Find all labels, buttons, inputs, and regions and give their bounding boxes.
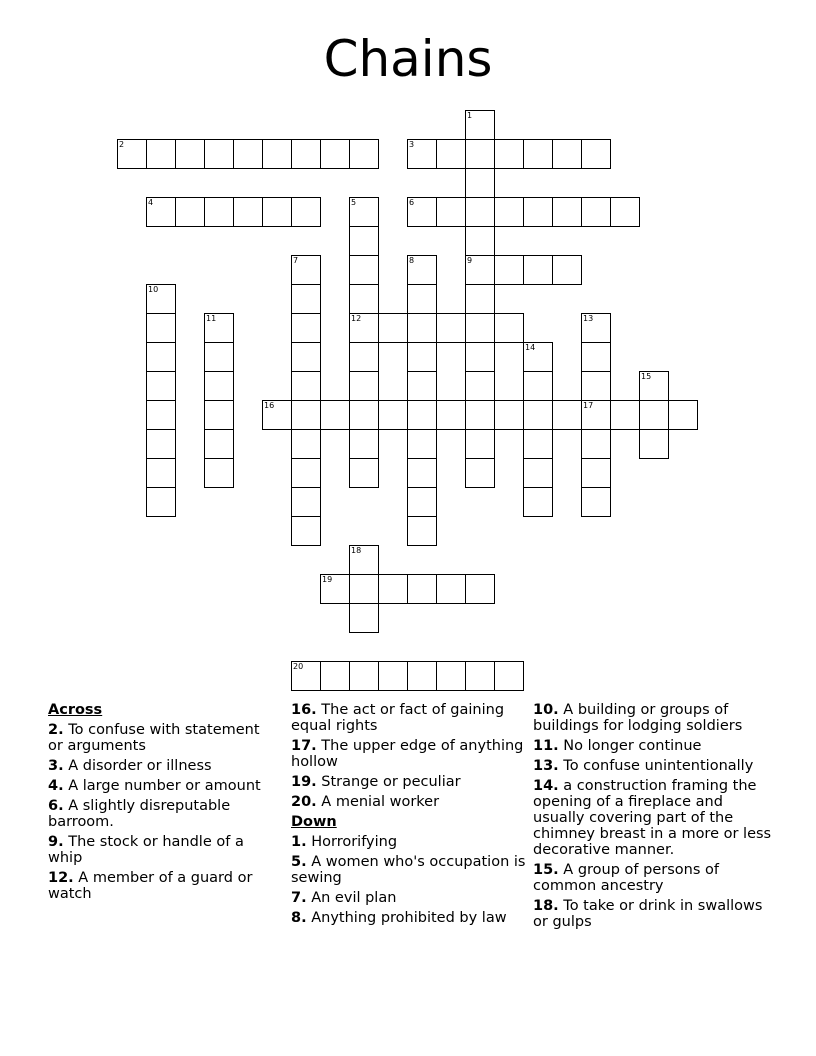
grid-cell[interactable] (146, 313, 176, 343)
grid-cell[interactable] (407, 400, 437, 430)
grid-cell[interactable] (146, 429, 176, 459)
clue-down-7: 7. An evil plan (291, 890, 397, 906)
grid-cell[interactable] (407, 458, 437, 488)
grid-cell[interactable] (465, 371, 495, 401)
grid-cell[interactable] (407, 487, 437, 517)
clue-across-9: 9. The stock or handle of a whip (48, 834, 244, 866)
grid-cell[interactable] (639, 400, 669, 430)
cell-number: 15 (641, 372, 652, 381)
grid-cell[interactable] (291, 458, 321, 488)
grid-cell[interactable] (204, 139, 234, 169)
grid-cell[interactable] (349, 458, 379, 488)
grid-cell[interactable] (581, 371, 611, 401)
grid-cell[interactable] (146, 400, 176, 430)
cell-number: 12 (351, 314, 362, 323)
grid-cell[interactable] (465, 574, 495, 604)
grid-cell[interactable] (523, 458, 553, 488)
cell-number: 14 (525, 343, 536, 352)
cell-number: 5 (351, 198, 357, 207)
grid-cell[interactable] (494, 255, 524, 285)
grid-cell[interactable] (465, 139, 495, 169)
grid-cell[interactable] (465, 429, 495, 459)
grid-cell[interactable] (233, 139, 263, 169)
grid-cell[interactable] (146, 197, 176, 227)
grid-cell[interactable] (465, 284, 495, 314)
clue-across-6: 6. A slightly disreputable barroom. (48, 798, 231, 830)
grid-cell[interactable] (465, 110, 495, 140)
cell-number: 11 (206, 314, 217, 323)
grid-cell[interactable] (291, 342, 321, 372)
clue-down-8: 8. Anything prohibited by law (291, 910, 507, 926)
grid-cell[interactable] (204, 371, 234, 401)
grid-cell[interactable] (349, 255, 379, 285)
grid-cell[interactable] (146, 139, 176, 169)
grid-cell[interactable] (349, 371, 379, 401)
cell-number: 6 (409, 198, 415, 207)
grid-cell[interactable] (465, 458, 495, 488)
grid-cell[interactable] (552, 197, 582, 227)
grid-cell[interactable] (552, 139, 582, 169)
grid-cell[interactable] (349, 226, 379, 256)
grid-cell[interactable] (204, 458, 234, 488)
grid-cell[interactable] (581, 197, 611, 227)
grid-cell[interactable] (668, 400, 698, 430)
grid-cell[interactable] (523, 371, 553, 401)
grid-cell[interactable] (291, 139, 321, 169)
grid-cell[interactable] (349, 603, 379, 633)
grid-cell[interactable] (407, 574, 437, 604)
cell-number: 2 (119, 140, 125, 149)
grid-cell[interactable] (349, 342, 379, 372)
grid-cell[interactable] (523, 429, 553, 459)
grid-cell[interactable] (146, 342, 176, 372)
grid-cell[interactable] (291, 197, 321, 227)
grid-cell[interactable] (465, 400, 495, 430)
grid-cell[interactable] (581, 400, 611, 430)
grid-cell[interactable] (291, 661, 321, 691)
grid-cell[interactable] (407, 139, 437, 169)
grid-cell[interactable] (407, 342, 437, 372)
grid-cell[interactable] (465, 197, 495, 227)
grid-cell[interactable] (204, 342, 234, 372)
grid-cell[interactable] (407, 313, 437, 343)
grid-cell[interactable] (378, 661, 408, 691)
grid-cell[interactable] (552, 400, 582, 430)
cell-number: 10 (148, 285, 159, 294)
grid-cell[interactable] (407, 516, 437, 546)
grid-cell[interactable] (262, 139, 292, 169)
grid-cell[interactable] (407, 284, 437, 314)
grid-cell[interactable] (610, 400, 640, 430)
grid-cell[interactable] (581, 342, 611, 372)
grid-cell[interactable] (349, 284, 379, 314)
grid-cell[interactable] (204, 400, 234, 430)
grid-cell[interactable] (523, 400, 553, 430)
cell-number: 13 (583, 314, 594, 323)
clue-down-18: 18. To take or drink in swallows or gulps (533, 898, 763, 930)
grid-cell[interactable] (146, 487, 176, 517)
grid-cell[interactable] (378, 574, 408, 604)
clue-across-16: 16. The act or fact of gaining equal rights (291, 702, 505, 734)
clue-across-12: 12. A member of a guard or watch (48, 870, 253, 902)
grid-cell[interactable] (262, 197, 292, 227)
grid-cell[interactable] (523, 255, 553, 285)
clue-across-4: 4. A large number or amount (48, 778, 261, 794)
grid-cell[interactable] (233, 197, 263, 227)
grid-cell[interactable] (436, 574, 466, 604)
grid-cell[interactable] (581, 458, 611, 488)
grid-cell[interactable] (349, 429, 379, 459)
clue-down-1: 1. Horrorifying (291, 834, 398, 850)
clues-column-3 (533, 702, 773, 934)
grid-cell[interactable] (349, 139, 379, 169)
grid-cell[interactable] (494, 400, 524, 430)
cell-number: 4 (148, 198, 154, 207)
grid-cell[interactable] (291, 516, 321, 546)
grid-cell[interactable] (291, 487, 321, 517)
grid-cell[interactable] (436, 661, 466, 691)
grid-cell[interactable] (465, 661, 495, 691)
grid-cell[interactable] (378, 313, 408, 343)
grid-cell[interactable] (378, 400, 408, 430)
grid-cell[interactable] (581, 487, 611, 517)
clue-across-3: 3. A disorder or illness (48, 758, 212, 774)
grid-cell[interactable] (465, 255, 495, 285)
grid-cell[interactable] (436, 139, 466, 169)
grid-cell[interactable] (146, 284, 176, 314)
cell-number: 20 (293, 662, 304, 671)
clue-down-13: 13. To confuse unintentionally (533, 758, 754, 774)
grid-cell[interactable] (175, 197, 205, 227)
grid-cell[interactable] (320, 574, 350, 604)
cell-number: 1 (467, 111, 473, 120)
page-title: Chains (323, 30, 493, 88)
grid-cell[interactable] (291, 400, 321, 430)
grid-cell[interactable] (494, 139, 524, 169)
grid-cell[interactable] (494, 313, 524, 343)
grid-cell[interactable] (117, 139, 147, 169)
grid-cell[interactable] (610, 197, 640, 227)
grid-cell[interactable] (175, 139, 205, 169)
cell-number: 17 (583, 401, 594, 410)
grid-cell[interactable] (291, 255, 321, 285)
grid-cell[interactable] (494, 661, 524, 691)
grid-cell[interactable] (146, 371, 176, 401)
clue-down-5: 5. A women who's occupation is sewing (291, 854, 526, 886)
grid-cell[interactable] (320, 661, 350, 691)
grid-cell[interactable] (349, 313, 379, 343)
cell-number: 9 (467, 256, 473, 265)
grid-cell[interactable] (581, 429, 611, 459)
clue-across-19: 19. Strange or peculiar (291, 774, 461, 790)
grid-cell[interactable] (204, 429, 234, 459)
clues-column-2 (291, 702, 527, 930)
grid-cell[interactable] (407, 429, 437, 459)
grid-cell[interactable] (291, 429, 321, 459)
grid-cell[interactable] (639, 429, 669, 459)
clue-across-17: 17. The upper edge of anything hollow (291, 738, 524, 770)
clue-down-15: 15. A group of persons of common ancestry (533, 862, 719, 894)
grid-cell[interactable] (436, 197, 466, 227)
grid-cell[interactable] (407, 371, 437, 401)
grid-cell[interactable] (320, 400, 350, 430)
down-heading: Down (291, 814, 337, 830)
grid-cell[interactable] (465, 342, 495, 372)
grid-cell[interactable] (581, 313, 611, 343)
grid-cell[interactable] (523, 487, 553, 517)
grid-cell[interactable] (349, 574, 379, 604)
clue-across-20: 20. A menial worker (291, 794, 440, 810)
grid-cell[interactable] (349, 400, 379, 430)
grid-cell[interactable] (407, 661, 437, 691)
grid-cell[interactable] (262, 400, 292, 430)
grid-cell[interactable] (291, 284, 321, 314)
grid-cell[interactable] (407, 255, 437, 285)
clue-down-11: 11. No longer continue (533, 738, 702, 754)
cell-number: 18 (351, 546, 362, 555)
cell-number: 19 (322, 575, 333, 584)
clue-across-2: 2. To confuse with statement or arguments (48, 722, 260, 754)
grid-cell[interactable] (494, 197, 524, 227)
grid-cell[interactable] (146, 458, 176, 488)
grid-cell[interactable] (436, 313, 466, 343)
grid-cell[interactable] (204, 313, 234, 343)
grid-cell[interactable] (523, 342, 553, 372)
grid-cell[interactable] (407, 197, 437, 227)
grid-cell[interactable] (465, 168, 495, 198)
grid-cell[interactable] (465, 313, 495, 343)
grid-cell[interactable] (465, 226, 495, 256)
grid-cell[interactable] (436, 400, 466, 430)
grid-cell[interactable] (523, 139, 553, 169)
grid-cell[interactable] (349, 661, 379, 691)
grid-cell[interactable] (320, 139, 350, 169)
cell-number: 16 (264, 401, 275, 410)
clue-down-14: 14. a construction framing the opening of a fireplace and usually covering part of the chimney breast in a more or less decorative manner. (533, 778, 772, 858)
grid-cell[interactable] (639, 371, 669, 401)
grid-cell[interactable] (349, 545, 379, 575)
cell-number: 7 (293, 256, 299, 265)
grid-cell[interactable] (291, 313, 321, 343)
across-heading: Across (48, 702, 103, 718)
grid-cell[interactable] (291, 371, 321, 401)
grid-cell[interactable] (523, 197, 553, 227)
grid-cell[interactable] (581, 139, 611, 169)
clues-column-1 (48, 702, 278, 906)
grid-cell[interactable] (349, 197, 379, 227)
cell-number: 8 (409, 256, 415, 265)
grid-cell[interactable] (204, 197, 234, 227)
grid-cell[interactable] (552, 255, 582, 285)
cell-number: 3 (409, 140, 415, 149)
clue-down-10: 10. A building or groups of buildings for lodging soldiers (533, 702, 743, 734)
